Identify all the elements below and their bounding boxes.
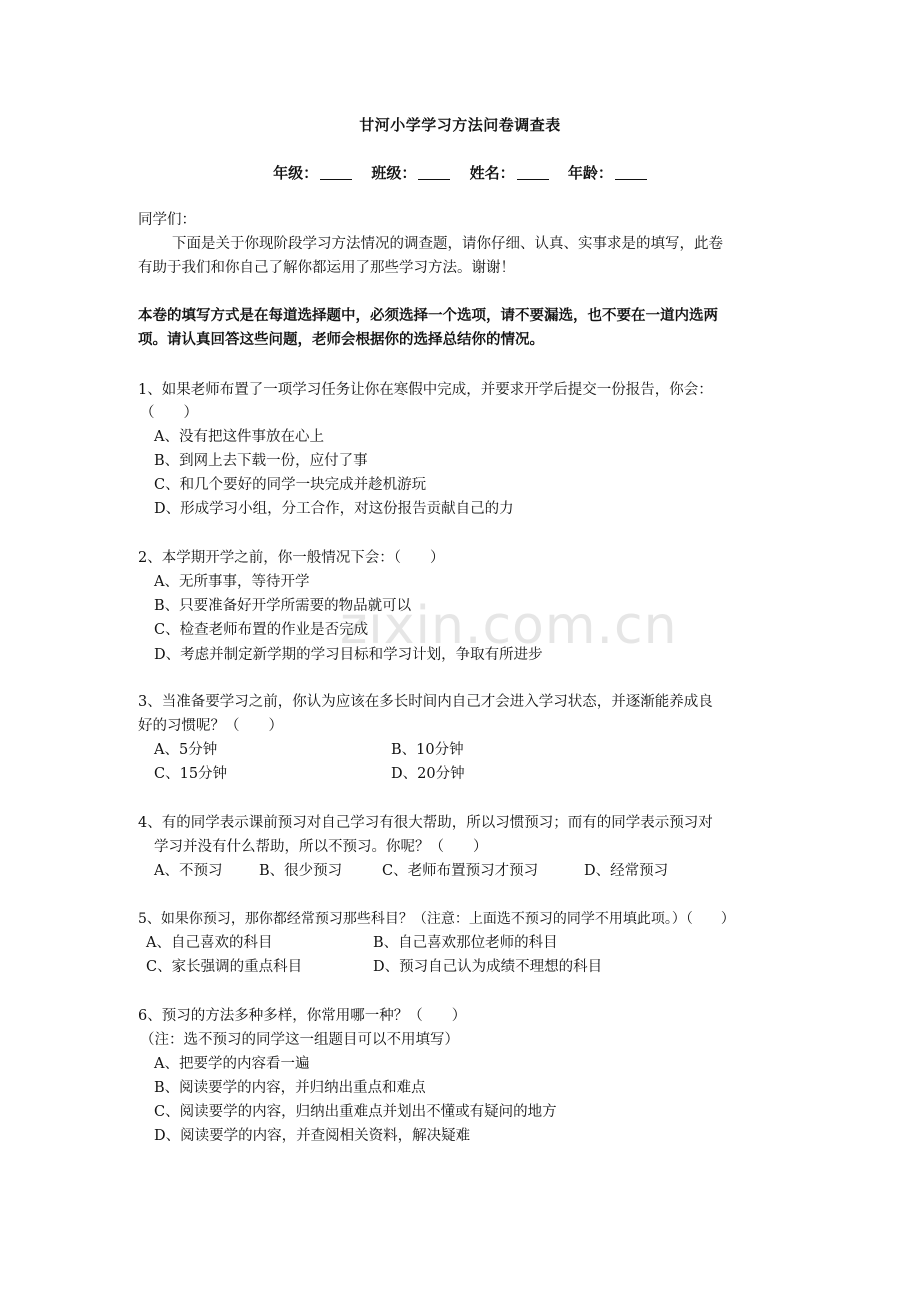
q3-text-2: 好的习惯呢？（ ）: [138, 718, 283, 734]
q6-option-d: D、阅读要学的内容，并查阅相关资料，解决疑难: [154, 1128, 471, 1144]
age-label: 年龄：: [567, 164, 613, 182]
q1-answer-blank[interactable]: （ ）: [140, 405, 198, 421]
instruction-line-2: 项。请认真回答这些问题，老师会根据你的选择总结你的情况。: [138, 331, 544, 348]
q6-text: 6、预习的方法多种多样，你常用哪一种？（ ）: [138, 1008, 467, 1024]
q2-option-b: B、只要准备好开学所需要的物品就可以: [154, 598, 412, 614]
class-label: 班级：: [371, 164, 417, 182]
q6-option-c: C、阅读要学的内容，归纳出重难点并划出不懂或有疑问的地方: [154, 1104, 557, 1120]
q3-option-c: C、15分钟: [154, 766, 228, 782]
watermark: zixin.com.cn: [340, 596, 678, 656]
q5-option-b: B、自己喜欢那位老师的科目: [373, 935, 558, 951]
name-blank[interactable]: [517, 165, 549, 180]
q5-option-a: A、自己喜欢的科目: [146, 935, 273, 951]
q4-text-2: 学习并没有什么帮助，所以不预习。你呢？（ ）: [154, 839, 488, 855]
instruction-line-1: 本卷的填写方式是在每道选择题中，必须选择一个选项，请不要漏选，也不要在一道内选两: [138, 307, 718, 324]
grade-blank[interactable]: [320, 165, 352, 180]
q2-text: 2、本学期开学之前，你一般情况下会：（ ）: [138, 550, 445, 566]
q3-text-1: 3、当准备要学习之前，你认为应该在多长时间内自己才会进入学习状态，并逐渐能养成良: [138, 694, 713, 710]
q1-text-1: 1、如果老师布置了一项学习任务让你在寒假中完成，并要求开学后提交一份报告，你会：: [138, 382, 713, 398]
q4-option-a: A、不预习: [154, 863, 223, 879]
q4-text-1: 4、有的同学表示课前预习对自己学习有很大帮助，所以习惯预习；而有的同学表示预习对: [138, 815, 713, 831]
q2-option-c: C、检查老师布置的作业是否完成: [154, 622, 369, 638]
age-blank[interactable]: [615, 165, 647, 180]
q1-option-b: B、到网上去下载一份，应付了事: [154, 453, 368, 469]
q2-option-a: A、无所事事，等待开学: [154, 574, 310, 590]
class-blank[interactable]: [418, 165, 450, 180]
intro-line-2: 有助于我们和你自己了解你都运用了那些学习方法。谢谢！: [138, 260, 515, 276]
student-info-row: [0, 162, 920, 183]
q3-option-a: A、5分钟: [154, 742, 218, 758]
q6-option-b: B、阅读要学的内容，并归纳出重点和难点: [154, 1080, 426, 1096]
q5-option-d: D、预习自己认为成绩不理想的科目: [373, 959, 603, 975]
q5-text: 5、如果你预习，那你都经常预习那些科目？（注意：上面选不预习的同学不用填此项。）（ ）: [138, 911, 735, 927]
q4-option-d: D、经常预习: [584, 863, 669, 879]
q6-note: （注：选不预习的同学这一组题目可以不用填写）: [140, 1032, 459, 1048]
grade-label: 年级：: [273, 164, 319, 182]
q4-option-c: C、老师布置预习才预习: [382, 863, 539, 879]
q3-option-b: B、10分钟: [391, 742, 464, 758]
page-title: 甘河小学学习方法问卷调查表: [359, 116, 561, 134]
intro-line-1: 下面是关于你现阶段学习方法情况的调查题，请你仔细、认真、实事求是的填写，此卷: [172, 236, 723, 252]
q3-option-d: D、20分钟: [391, 766, 465, 782]
q1-option-a: A、没有把这件事放在心上: [154, 429, 324, 445]
q1-option-c: C、和几个要好的同学一块完成并趁机游玩: [154, 477, 427, 493]
q6-option-a: A、把要学的内容看一遍: [154, 1056, 310, 1072]
q5-option-c: C、家长强调的重点科目: [146, 959, 303, 975]
q1-option-d: D、形成学习小组，分工合作，对这份报告贡献自己的力: [154, 501, 514, 517]
greeting: 同学们：: [138, 212, 196, 228]
q2-option-d: D、考虑并制定新学期的学习目标和学习计划，争取有所进步: [154, 647, 543, 663]
name-label: 姓名：: [469, 164, 515, 182]
q4-option-b: B、很少预习: [259, 863, 343, 879]
